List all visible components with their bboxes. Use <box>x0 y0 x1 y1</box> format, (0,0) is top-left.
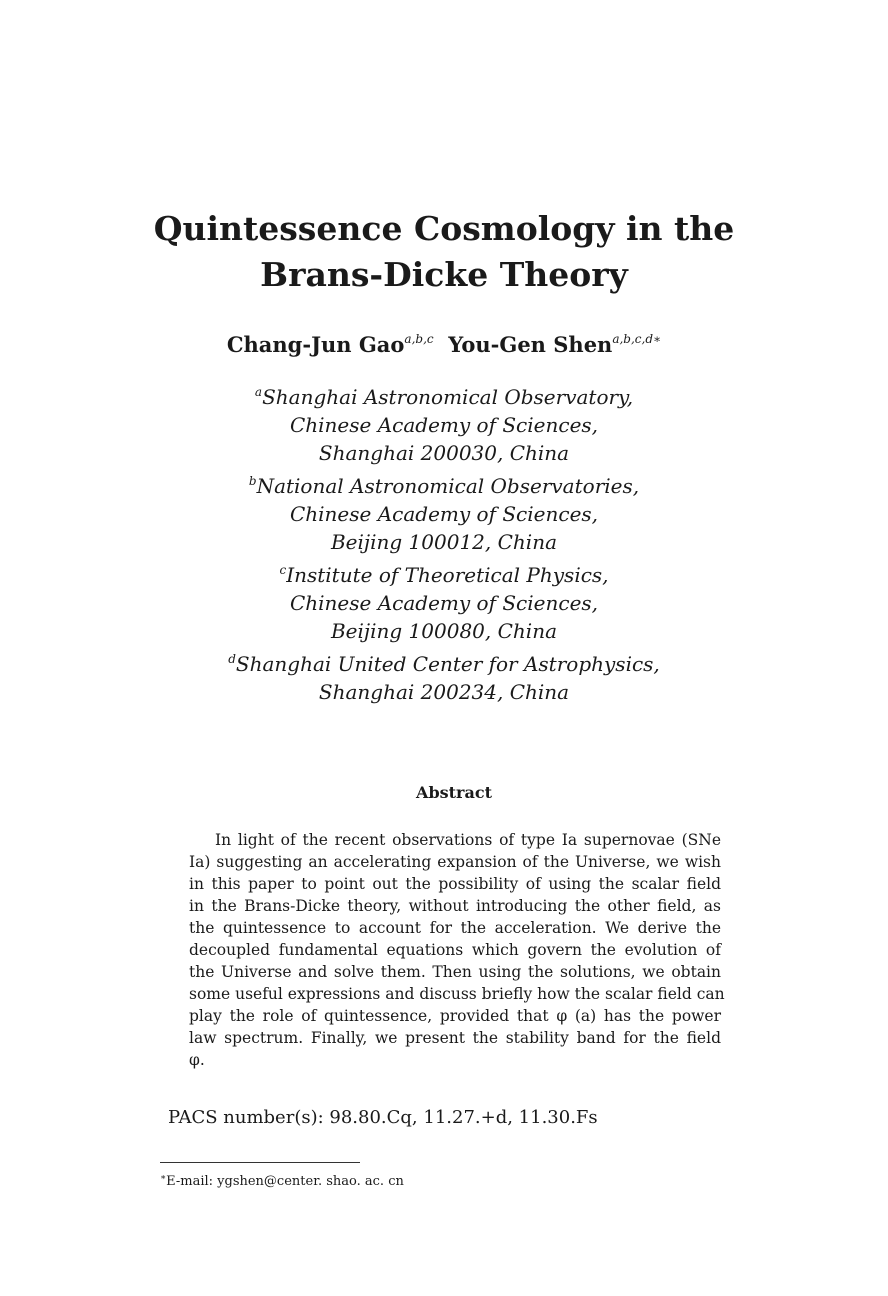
affiliation-line: Beijing 100012, China <box>330 530 557 554</box>
pacs-numbers: PACS number(s): 98.80.Cq, 11.27.+d, 11.30.Fs <box>168 1107 598 1128</box>
abstract-line: Ia) suggesting an accelerating expansion of the Universe, we wish <box>189 853 721 871</box>
abstract-line: In light of the recent observations of type Ia supernovae (SNe <box>215 831 721 849</box>
abstract-line: in this paper to point out the possibility of using the scalar field <box>189 875 721 893</box>
affiliation-line: $^d$Shanghai United Center for Astrophysics, <box>228 652 660 676</box>
abstract-line: the Universe and solve them. Then using the solutions, we obtain <box>189 963 721 981</box>
abstract-line: the quintessence to account for the acceleration. We derive the <box>189 919 721 937</box>
title-line-2: Brans-Dicke Theory <box>260 255 628 294</box>
title-line-1: Quintessence Cosmology in the <box>153 209 735 248</box>
affiliation-line: Chinese Academy of Sciences, <box>289 591 599 615</box>
abstract-heading: Abstract <box>416 783 492 802</box>
affiliation-mark: d <box>228 652 236 666</box>
affiliation-line: $^b$National Astronomical Observatories, <box>248 474 640 498</box>
abstract-body <box>189 829 725 1071</box>
abstract-line: play the role of quintessence, provided that φ (a) has the power <box>189 1007 721 1025</box>
author-affiliation-marks: a,b,c,d∗ <box>612 332 662 346</box>
footnote-divider <box>160 1162 360 1163</box>
affiliation-line: Shanghai 200030, China <box>318 441 570 465</box>
abstract-line: law spectrum. Finally, we present the stability band for the field <box>189 1029 721 1047</box>
affiliation-mark: b <box>248 474 257 488</box>
affiliation-line: Chinese Academy of Sciences, <box>289 502 599 526</box>
footnote-email: E-mail: ygshen@center. shao. ac. cn <box>166 1174 404 1189</box>
author-affiliation-marks: a,b,c <box>404 332 434 346</box>
abstract-line: decoupled fundamental equations which govern the evolution of <box>189 941 721 959</box>
affiliation-line: Beijing 100080, China <box>330 619 557 643</box>
affiliation-line: $^a$Shanghai Astronomical Observatory, <box>254 385 634 409</box>
abstract-line: some useful expressions and discuss briefly how the scalar field can <box>189 985 725 1003</box>
paper-title <box>0 206 888 298</box>
abstract-line: in the Brans-Dicke theory, without introducing the other field, as <box>189 897 721 915</box>
abstract-line: φ. <box>189 1051 205 1069</box>
author-name: Chang-Jun Gao <box>226 332 405 357</box>
affiliation-line: Chinese Academy of Sciences, <box>289 413 599 437</box>
footnote-mark: ∗ <box>160 1173 167 1183</box>
author-name: You-Gen Shen <box>448 332 613 357</box>
author-list <box>0 322 888 362</box>
affiliations <box>0 378 888 706</box>
affiliation-mark: c <box>279 563 287 577</box>
affiliation-line: $^c$Institute of Theoretical Physics, <box>279 563 609 587</box>
affiliation-mark: a <box>254 385 263 399</box>
footnote <box>160 1168 404 1192</box>
affiliation-line: Shanghai 200234, China <box>318 680 570 704</box>
